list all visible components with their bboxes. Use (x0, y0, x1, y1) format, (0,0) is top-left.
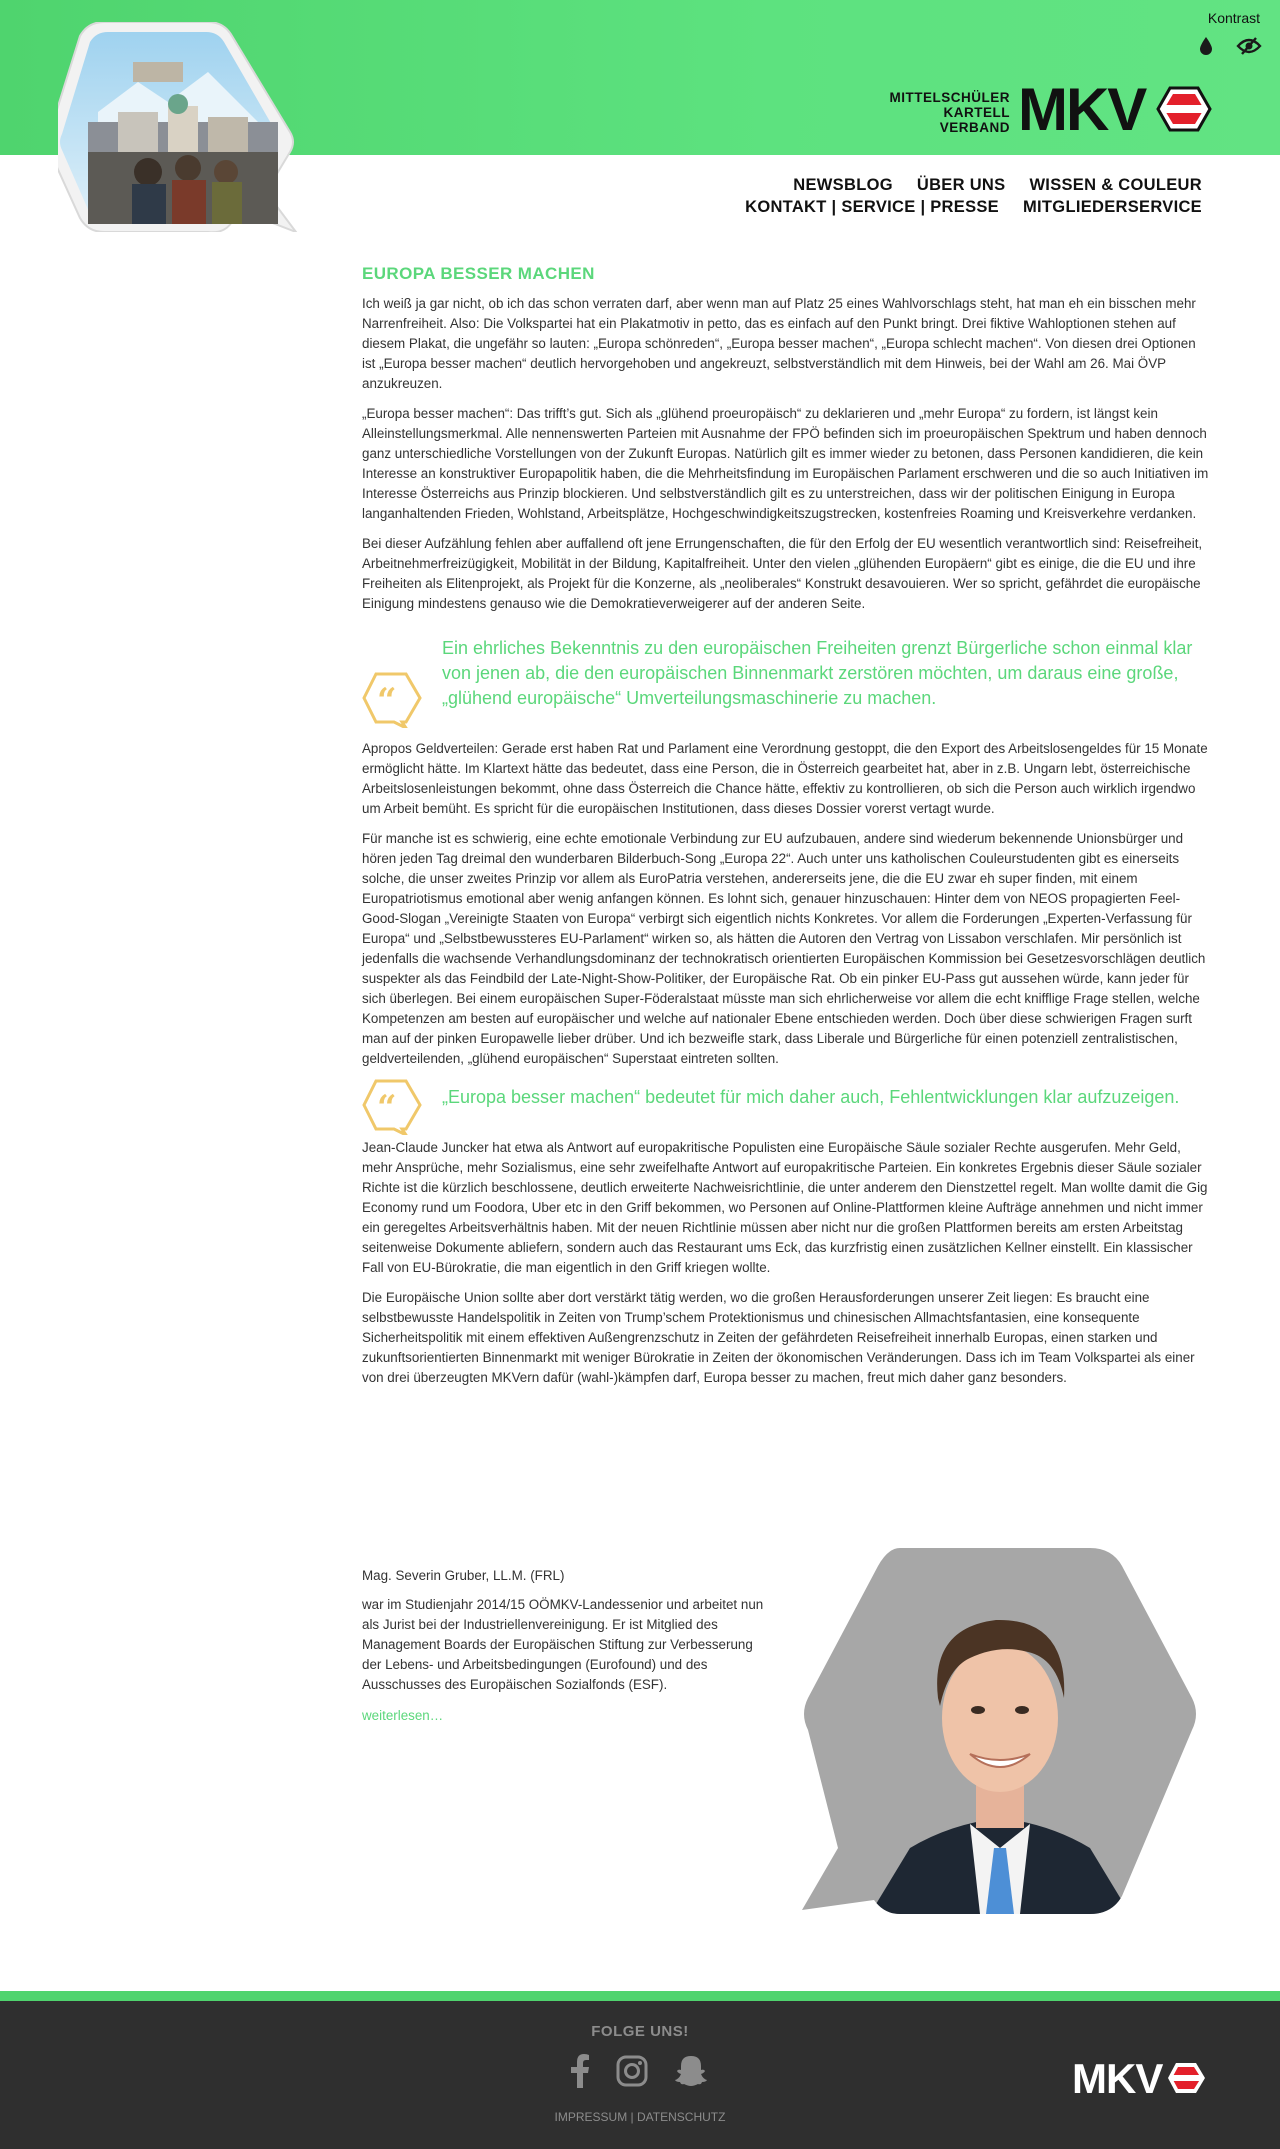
contrast-label: Kontrast (1207, 10, 1260, 26)
article-paragraph: Für manche ist es schwierig, eine echte emotionale Verbindung zur EU aufzubauen, andere sind wiederum bekennende Unionsbürger und hören jeden Tag dreimal den wunderbaren Bilderbuch-Song „Europa 22“. Auch unter uns katholischen Couleurstudenten gibt es einerseits solche, die unser zweites Prinzip vor allem als EuroPatria verstehen, andererseits jene, die die EU zwar eh super finden, mit einem Europatriotismus emotional aber wenig anfangen können. Es lohnt sich, genauer hinzuschauen: Hinter dem von NEOS propagierten Feel-Good-Slogan „Vereinigte Staaten von Europa“ verbirgt sich eigentlich nichts Konkretes. Vor allem die Forderungen „Experten-Verfassung für Europa“ und „Selbstbewussteres EU-Parlament“ wirken so, als hätten die Autoren den Vertrag von Lissabon verschlafen. Mir persönlich ist jedenfalls die wachsende Verhandlungsdominanz der technokratisch orientierten Europäischen Kommission bei Gesetzesvorschlägen deutlich suspekter als das Feindbild der Late-Night-Show-Politiker, der Europäische Rat. Ob ein pinker EU-Pass gut aussehen würde, kann jeder für sich überlegen. Bei einem europäischen Super-Föderalstaat müsste man sich ehrlicherweise vor allem die echt knifflige Frage stellen, welche Kompetenzen am besten auf europäischer und welche auf nationaler Ebene entschieden werden. Doch über diese schwierigen Fragen surft man auf der pinken Europawelle lieber drüber. Und ich bezweifle stark, dass Liberale und Bürgerliche für einen potenziell zentralistischen, geldverteilenden, „glühend europäischen“ Superstaat eintreten sollten. (362, 831, 1206, 1066)
nav-newsblog[interactable]: NEWSBLOG (793, 176, 893, 194)
article-paragraph: Jean-Claude Juncker hat etwa als Antwort auf europakritische Populisten eine Europäische Säule sozialer Rechte ausgerufen. Mehr Geld, mehr Ansprüche, mehr Sozialismus, eine sehr zweifelhafte Antwort auf europakritische Parteien. Ein konkretes Ergebnis dieser Säule sozialer Richte ist die kürzlich beschlossene, deutlich erweiterte Nachweisrichtlinie, die unter anderem den Dienstzettel regelt. Man wollte damit die Gig Economy rund um Foodora, Uber etc in den Griff bekommen, wo Personen auf Online-Plattformen kleine Aufträge annehmen und nicht immer ein geregeltes Arbeitsverhältnis haben. Mit der neuen Richtlinie müssen aber nicht nur die großen Plattformen bereits am ersten Arbeitstag seitenweise Dokumente abliefern, sondern auch das Restaurant ums Eck, das kurzfristig einen zusätzlichen Kellner einstellt. Ein klassischer Fall von EU-Bürokratie, die man eigentlich in den Griff kriegen wollte. (362, 1140, 1208, 1275)
contrast-drop-icon[interactable] (1198, 36, 1214, 56)
brand-line-3: VERBAND (939, 120, 1010, 135)
article-paragraph: Ich weiß ja gar nicht, ob ich das schon verraten darf, aber wenn man auf Platz 25 eines Wahlvorschlags steht, hat man eh ein bisschen mehr Narrenfreiheit. Also: Die Volkspartei hat ein Plakatmotiv in petto, das es einfach auf den Punkt bringt. Drei fiktive Wahloptionen stehen auf diesem Plakat, die ungefähr so lauten: „Europa schönreden“, „Europa besser machen“, „Europa schlecht machen“. Von diesen drei Optionen ist „Europa besser machen“ deutlich hervorgehoben und angekreuzt, selbstverständlich mit dem Hinweis, bei der Wahl am 26. Mai ÖVP anzukreuzen. (362, 296, 1196, 391)
follow-us-label: FOLGE UNS! (591, 2023, 689, 2040)
article-paragraph: „Europa besser machen“: Das trifft’s gut. Sich als „glühend proeuropäisch“ zu deklarieren und „mehr Europa“ zu fordern, ist längst kein Alleinstellungsmerkmal. Alle nennenswerten Parteien mit Ausnahme der FPÖ befinden sich im proeuropäischen Spektrum und haben dennoch ganz unterschiedliche Vorstellungen von der Zukunft Europas. Natürlich gilt es immer wieder zu betonen, dass Personen kandidieren, die kein Interesse an konstruktiver Europapolitik haben, die die Mehrheitsfindung im Europäischen Parlament erschweren und die so auch Initiativen im Interesse Österreichs aus Prinzip blockieren. Und selbstverständlich gilt es zu unterstreichen, dass wir der politischen Einigung in Europa langanhaltenden Frieden, Wohlstand, Arbeitsplätze, Hochgeschwindigkeitszugstrecken, kostenfreies Roaming und Kreisverkehre verdanken. (362, 406, 1209, 521)
mkv-logo[interactable] (1018, 84, 1214, 134)
instagram-icon[interactable] (616, 2055, 648, 2087)
svg-text:“: “ (377, 1088, 397, 1128)
pull-quote (362, 1085, 1210, 1128)
article (362, 264, 1210, 1398)
author-bio: war im Studienjahr 2014/15 OÖMKV-Landessenior und arbeitet nun als Jurist bei der Industriellenvereinigung. Er ist Mitglied des Management Boards der Europäischen Stiftung zur Verbesserung der Lebens- und Arbeitsbedingungen (Eurofound) und des Ausschusses des Europäischen Sozialfonds (ESF). (362, 1597, 764, 1692)
nav-ueber-uns[interactable]: ÜBER UNS (916, 176, 1006, 194)
nav-wissen-couleur[interactable]: WISSEN & COULEUR (1029, 176, 1202, 194)
nav-mitgliederservice[interactable]: MITGLIEDERSERVICE (1023, 198, 1202, 216)
hide-eye-icon[interactable] (1236, 36, 1262, 56)
brand-line-1: MITTELSCHÜLER (889, 90, 1010, 105)
legal-separator: | (627, 2110, 638, 2124)
social-links (570, 2054, 708, 2088)
quote-icon (362, 672, 422, 728)
snapchat-icon[interactable] (674, 2054, 708, 2088)
facebook-icon[interactable] (570, 2054, 590, 2088)
footer-stripe (0, 1991, 1280, 2001)
svg-text:“: “ (377, 681, 397, 721)
main-nav (682, 174, 1202, 218)
read-more-link[interactable]: weiterlesen… (362, 1708, 444, 1723)
legal-links (0, 2110, 1280, 2124)
quote-icon (362, 1079, 422, 1135)
footer-mkv-logo[interactable] (1072, 2060, 1206, 2096)
article-paragraph: Bei dieser Aufzählung fehlen aber auffallend oft jene Errungenschaften, die für den Erfolg der EU wesentlich verantwortlich sind: Reisefreiheit, Arbeitnehmerfreizügigkeit, Mobilität in der Bildung, Kapitalfreiheit. Unter den vielen „glühenden Europäern“ gibt es einige, die die EU und ihre Freiheiten als Elitenprojekt, als Projekt für die Konzerne, als „neoliberales“ Konstrukt desavouieren. Wer so spricht, gefährdet die europäische Einigung mindestens genauso wie die Demokratieverweigerer auf der anderen Seite. (362, 536, 1203, 611)
pull-quote-text: „Europa besser machen“ bedeutet für mich daher auch, Fehlentwicklungen klar aufzuzeigen. (442, 1087, 1180, 1107)
article-paragraph: Apropos Geldverteilen: Gerade erst haben Rat und Parlament eine Verordnung gestoppt, die den Export des Arbeitslosengeldes für 15 Monate ermöglicht hätte. Im Klartext hätte das bedeutet, dass eine Person, die in Österreich gearbeitet hat, aber in z.B. Ungarn lebt, österreichische Arbeitslosenleistungen bekommt, ohne dass Österreich die Chance hätte, effektiv zu kontrollieren, ob sich die Person auch wirklich irgendwo um Arbeit bemüht. Es spricht für die europäischen Institutionen, dass dieses Dossier vorerst vertagt wurde. (362, 741, 1208, 816)
article-title: EUROPA BESSER MACHEN (362, 264, 595, 283)
datenschutz-link[interactable]: DATENSCHUTZ (637, 2110, 726, 2124)
impressum-link[interactable]: IMPRESSUM (554, 2110, 628, 2124)
mkv-logo-text: MKV (1018, 84, 1146, 134)
author-box (362, 1568, 772, 1725)
hero-hexagon-image (58, 22, 298, 232)
brand-text (886, 90, 1010, 135)
brand-line-2: KARTELL (943, 105, 1010, 120)
author-name: Mag. Severin Gruber, LL.M. (FRL) (362, 1568, 565, 1583)
nav-kontakt-service-presse[interactable]: KONTAKT | SERVICE | PRESSE (745, 198, 999, 216)
author-portrait (800, 1548, 1200, 1914)
footer-logo-text: MKV (1072, 2060, 1163, 2096)
article-paragraph: Die Europäische Union sollte aber dort verstärkt tätig werden, wo die großen Herausforderungen unserer Zeit liegen: Es braucht eine selbstbewusste Handelspolitik in Zeiten von Trump’schem Protektionismus und chinesischen Allmachtsfantasien, eine konsequente Sicherheitspolitik mit einem effektiven Außengrenzschutz in Zeiten der gefährdeten Reisefreiheit innerhalb Europas, einen starken und zukunftsorientierten Binnenmarkt mit weniger Bürokratie in Zeiten der ökonomischen Veränderungen. Dass ich im Team Volkspartei als einer von drei überzeugten MKVern dafür (wahl-)kämpfen darf, Europa besser zu machen, freut mich daher ganz besonders. (362, 1290, 1195, 1385)
pull-quote-text: Ein ehrliches Bekenntnis zu den europäischen Freiheiten grenzt Bürgerliche schon einmal klar von jenen ab, die den europäischen Binnenmarkt zerstören möchten, um daraus eine große, „glühend europäische“ Umverteilungsmaschinerie zu machen. (442, 638, 1193, 708)
pull-quote (362, 636, 1210, 721)
